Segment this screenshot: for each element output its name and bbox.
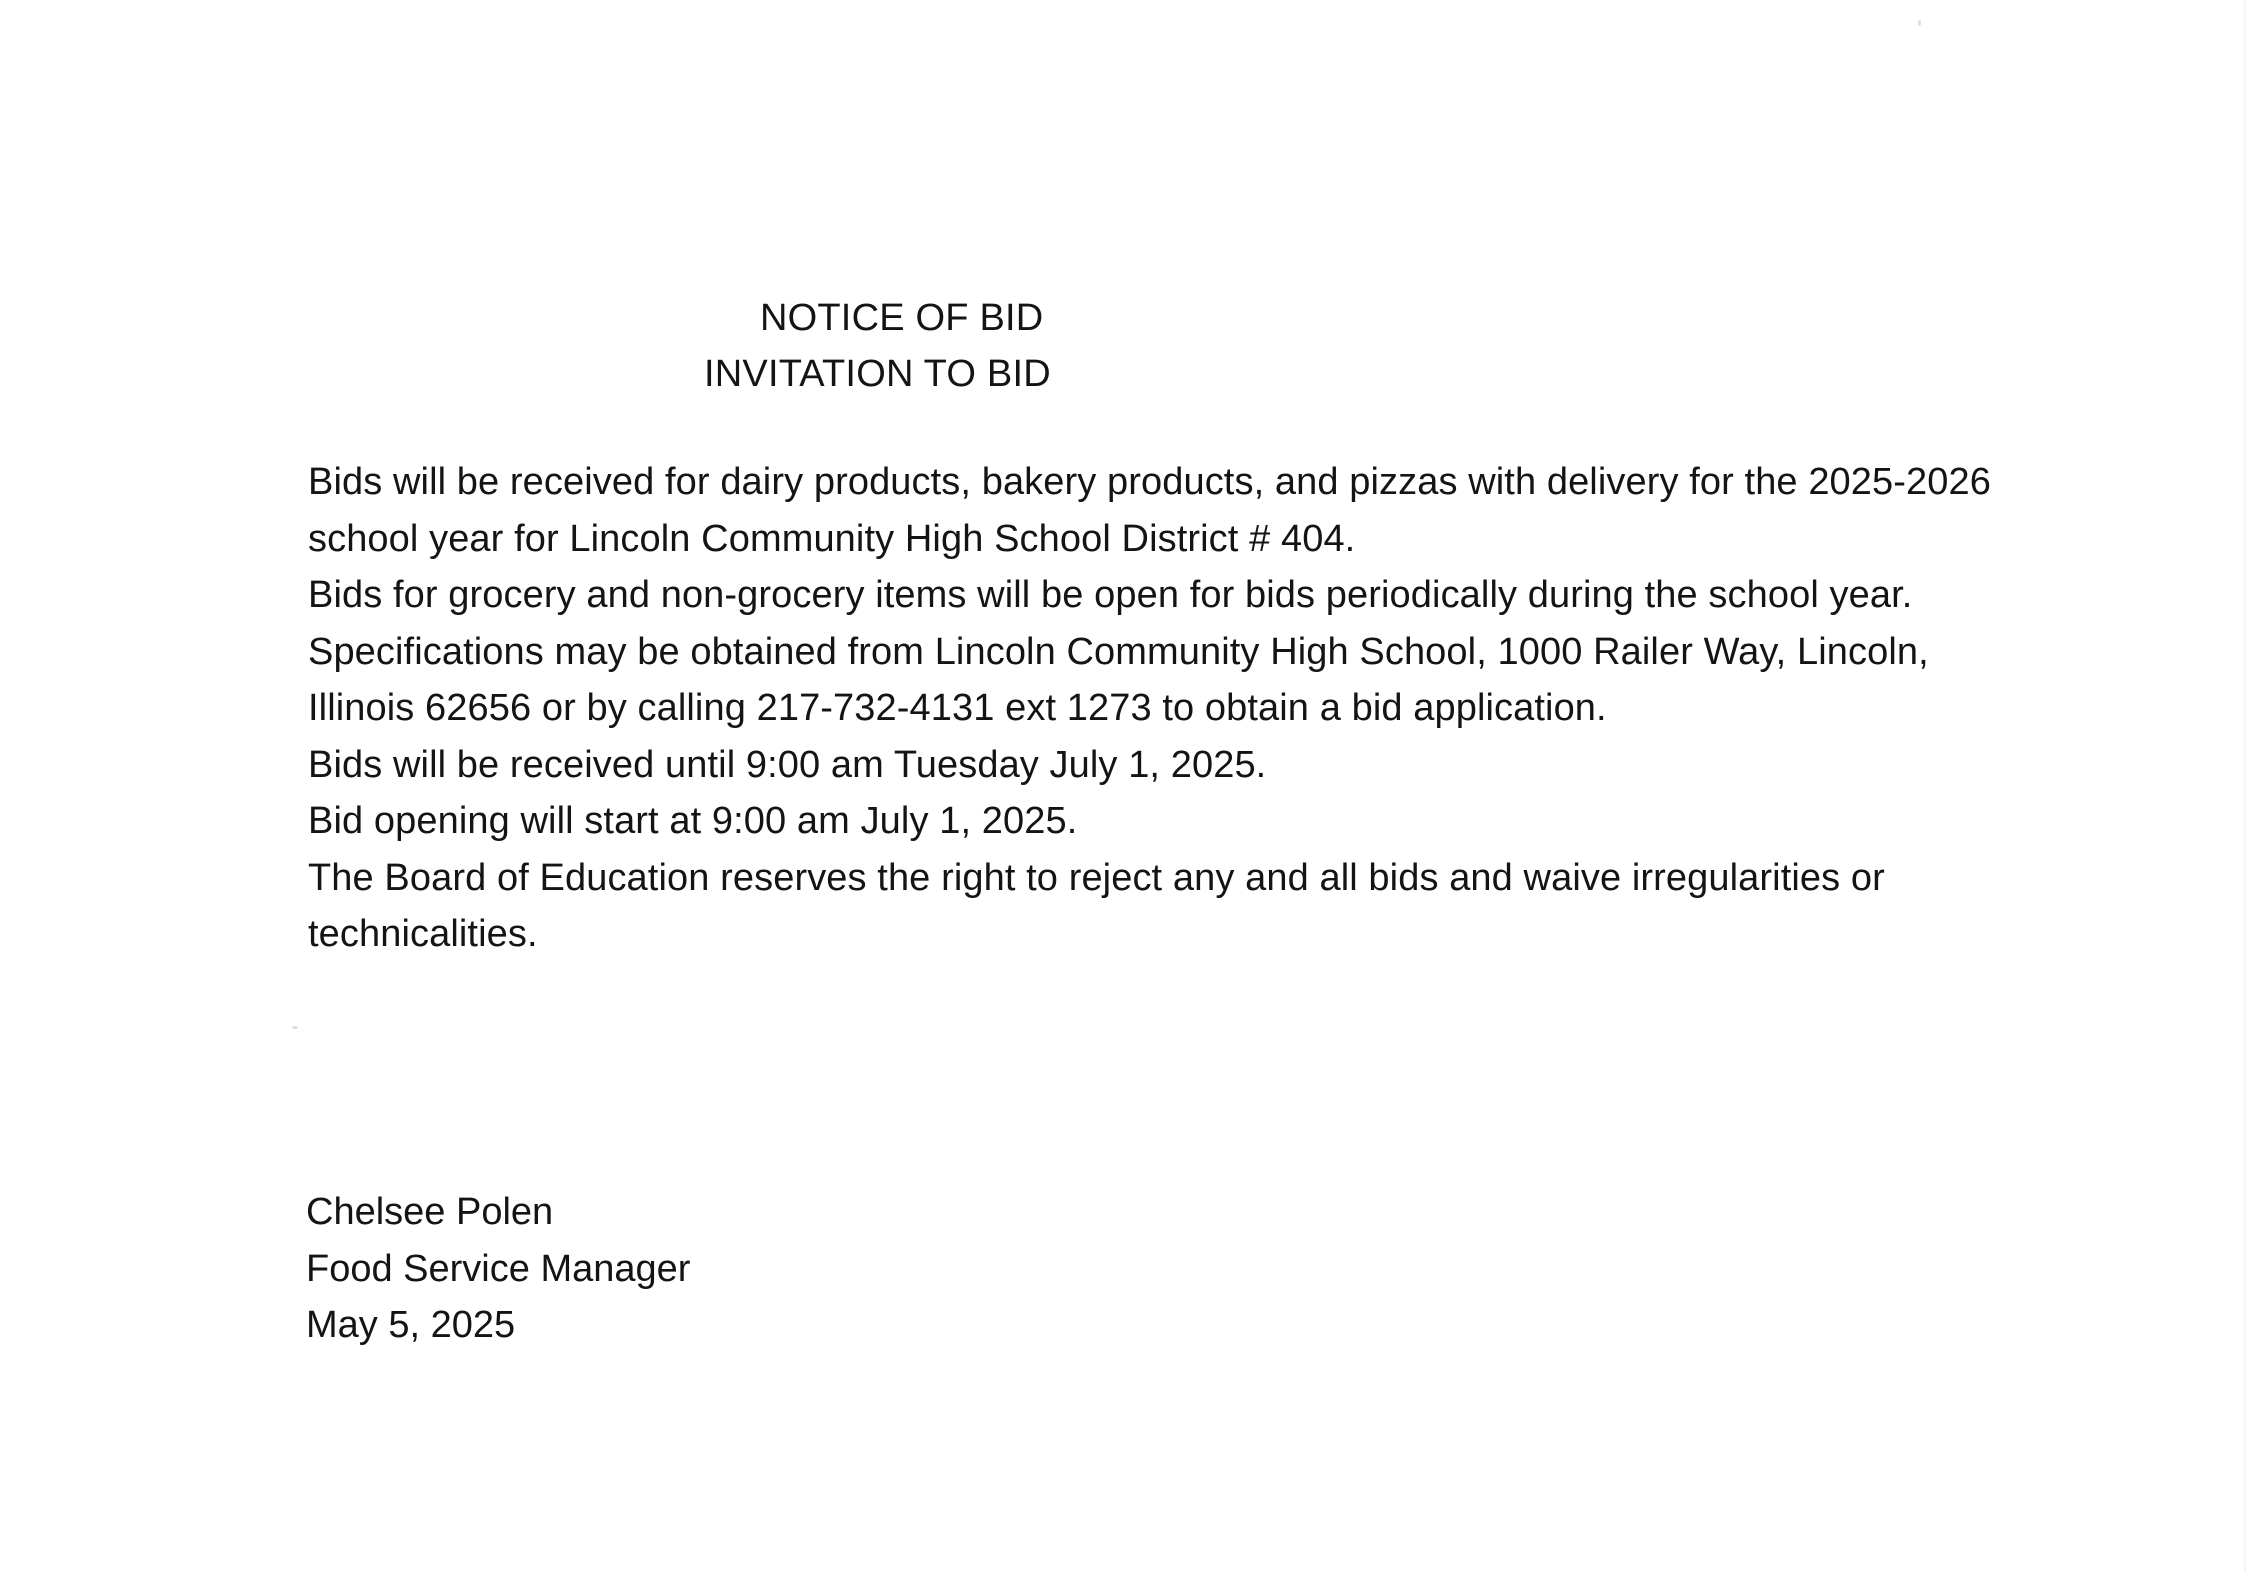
paragraph-board-rights: The Board of Education reserves the right to reject any and all bids and waive irregularities or technicalities. (308, 856, 1885, 955)
paragraph-specifications: Specifications may be obtained from Lincoln Community High School, 1000 Railer Way, Lincoln, Illinois 62656 or by calling 217-732-4131 ext 1273 to obtain a bid application. (308, 630, 1929, 729)
paragraph-products: Bids will be received for dairy products, bakery products, and pizzas with delivery for the 2025-2026 school year for Lincoln Community High School District # 404. (308, 461, 1991, 560)
signer-name: Chelsee Polen (306, 1191, 554, 1233)
paragraph-deadline: Bids will be received until 9:00 am Tuesday July 1, 2025. (308, 743, 1267, 786)
scan-artifact (292, 1026, 298, 1029)
signature-date: May 5, 2025 (306, 1304, 516, 1346)
notice-title: NOTICE OF BID (760, 297, 1044, 339)
signature-block (306, 1184, 690, 1354)
invitation-subtitle: INVITATION TO BID (704, 353, 1051, 395)
paragraph-opening: Bid opening will start at 9:00 am July 1, 2025. (308, 800, 1078, 842)
paragraph-grocery: Bids for grocery and non-grocery items will be open for bids periodically during the school year. (308, 574, 1913, 616)
notice-body (308, 454, 2008, 963)
scan-artifact (1918, 20, 1921, 26)
signer-title: Food Service Manager (306, 1247, 691, 1290)
